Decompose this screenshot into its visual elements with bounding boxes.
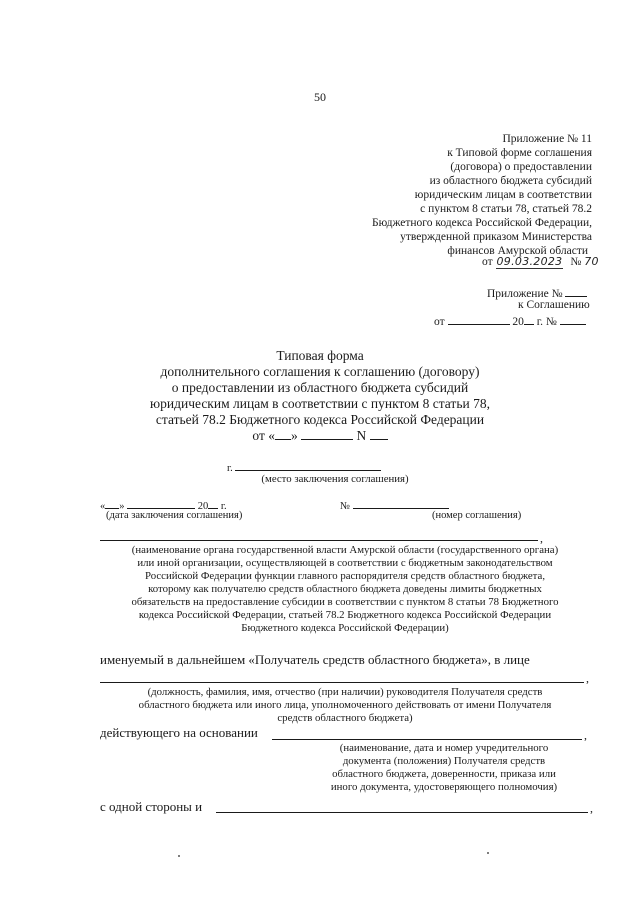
annex-date-line [482, 255, 599, 268]
representative-caption-line: средств областного бюджета) [277, 712, 413, 724]
agreement-ref-line-1 [487, 285, 587, 300]
agreement-date-blank [448, 313, 510, 325]
acting-basis-line [272, 739, 582, 740]
agreement-ref-line-2: к Соглашению [518, 299, 590, 311]
annex-line: утвержденной приказом Министерства [400, 231, 592, 243]
title-line: Типовая форма [276, 348, 364, 363]
annex-number-handwritten: 70 [584, 255, 599, 268]
place-prefix: г. [227, 463, 233, 474]
conclusion-date-caption: (дата заключения соглашения) [106, 510, 243, 521]
annex-date-handwritten: 09.03.2023 [496, 255, 563, 268]
annex-line: с пунктом 8 статьи 78, статьей 78.2 [420, 203, 592, 215]
title-line: дополнительного соглашения к соглашению (договору) [160, 364, 480, 379]
title-date-close: » [290, 428, 298, 443]
annex-line: финансов Амурской области [447, 245, 588, 257]
annex-date-prefix: от [482, 256, 493, 268]
authority-caption-line: которому как получателю средств областного бюджета доведены лимиты бюджетных [148, 583, 542, 595]
agreement-year-blank [524, 313, 534, 325]
annex-line: юридическим лицам в соответствии [414, 189, 592, 201]
conclusion-number-prefix: № [340, 501, 351, 512]
title-date-open: от « [252, 428, 275, 443]
basis-caption-line: иного документа, удостоверяющего полномочия) [330, 781, 558, 793]
title-date-line [0, 428, 640, 444]
scan-artifact [487, 852, 489, 854]
conclusion-year-blank [208, 497, 218, 509]
conclusion-day-blank [105, 497, 119, 509]
conclusion-number-caption: (номер соглашения) [432, 510, 522, 521]
basis-caption-line: (наименование, дата и номер учредительного [339, 742, 549, 754]
conclusion-year: 20 [197, 501, 209, 512]
annex-line: Приложение № 11 [502, 133, 592, 145]
annex-line: (договора) о предоставлении [450, 161, 592, 173]
basis-caption-line: областного бюджета, доверенности, приказа или [332, 768, 556, 780]
annex-line: к Типовой форме соглашения [447, 147, 592, 159]
title-day-blank [275, 428, 291, 440]
authority-caption-line: Бюджетного кодекса Российской Федерации) [241, 622, 449, 634]
conclusion-month-blank [127, 497, 195, 509]
agreement-number-blank [560, 313, 586, 325]
acting-basis-label: действующего на основании [100, 725, 258, 740]
authority-caption-line: обязательств на предоставление субсидии в соответствии с пунктом 8 статьи 78 Бюджетного [131, 596, 559, 608]
title-line: юридическим лицам в соответствии с пунктом 8 статьи 78, [150, 396, 490, 411]
conclusion-number-blank [353, 497, 449, 509]
conclusion-date-open: « [100, 501, 106, 512]
agreement-ref-line-3 [434, 313, 586, 328]
title-number-blank [370, 428, 388, 440]
conclusion-year-suffix: г. [220, 501, 227, 512]
representative-line [100, 682, 584, 683]
authority-caption-line: кодекса Российской Федерации, статьей 78.2 Бюджетного кодекса Российской Федерации [138, 609, 552, 621]
title-line: статьей 78.2 Бюджетного кодекса Российской Федерации [155, 412, 485, 427]
annex-number-blank [565, 285, 587, 297]
other-party-comma: , [590, 801, 593, 815]
agreement-ref-label: Приложение № [487, 288, 563, 300]
scan-artifact [178, 855, 180, 857]
authority-caption-line: Российской Федерации функции главного распорядителя средств областного бюджета, [144, 570, 546, 582]
authority-caption-line: (наименование органа государственной власти Амурской области (государственного органа) [131, 544, 559, 556]
agreement-year: 20 [512, 316, 524, 328]
basis-caption-line: документа (положения) Получателя средств [342, 755, 546, 767]
annex-line: из областного бюджета субсидий [429, 175, 592, 187]
one-side-label: с одной стороны и [100, 799, 203, 814]
agreement-ref-from: от [434, 316, 445, 328]
place-blank [235, 459, 381, 471]
representative-caption-line: (должность, фамилия, имя, отчество (при наличии) руководителя Получателя средств [147, 686, 543, 698]
place-caption: (место заключения соглашения) [261, 473, 409, 485]
acting-basis-comma: , [584, 728, 587, 742]
conclusion-date-close: » [119, 501, 125, 512]
title-number-prefix: N [356, 428, 367, 443]
title-month-blank [301, 428, 353, 440]
other-party-line [216, 812, 588, 813]
title-line: о предоставлении из областного бюджета субсидий [171, 380, 469, 395]
recipient-sentence: именуемый в дальнейшем «Получатель средств областного бюджета», в лице [100, 652, 530, 667]
authority-caption-line: или иной организации, осуществляющей в соответствии с бюджетным законодательством [137, 557, 553, 569]
representative-comma: , [586, 671, 589, 685]
place-line [227, 459, 381, 474]
annex-number-prefix: № [570, 256, 582, 268]
authority-comma: , [540, 531, 543, 545]
representative-caption-line: областного бюджета или иного лица, уполномоченного действовать от имени Получателя [138, 699, 552, 711]
agreement-number-prefix: г. № [536, 316, 557, 328]
authority-name-line [100, 540, 538, 541]
annex-line: Бюджетного кодекса Российской Федерации, [372, 217, 592, 229]
page-number: 50 [314, 90, 326, 104]
